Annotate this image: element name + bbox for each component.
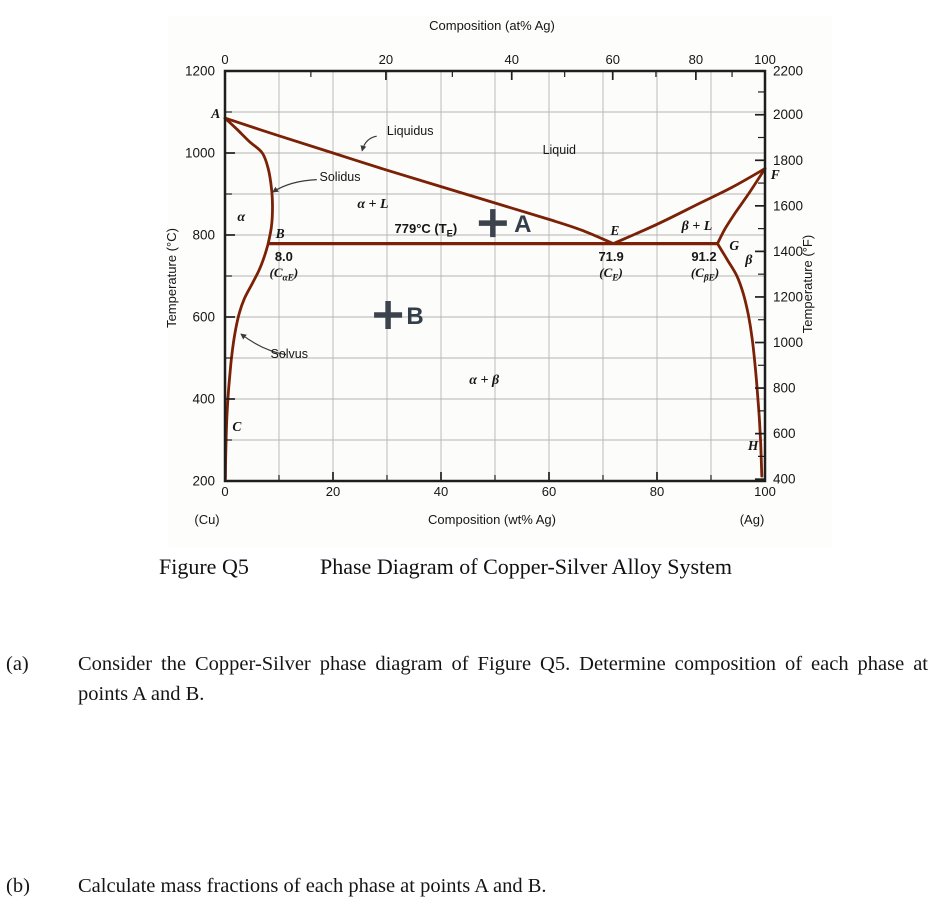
right-axis-title: Temperature (°F) xyxy=(800,234,815,334)
figure-caption-label: Figure Q5 xyxy=(159,554,249,579)
label-βl: β + L xyxy=(681,219,713,235)
label-h: H xyxy=(747,437,759,453)
y-tick-label-right: 400 xyxy=(773,471,796,487)
label-α: α xyxy=(237,210,246,226)
label-c: C xyxy=(232,418,242,434)
label-719: 71.9 xyxy=(598,248,624,264)
label-c: $(C_{\beta E})$ xyxy=(690,264,720,284)
bottom-right-end-label: (Ag) xyxy=(739,512,765,527)
label-g: G xyxy=(729,237,740,253)
y-tick-label-right: 2000 xyxy=(773,107,804,123)
y-tick-label-left: 200 xyxy=(192,473,215,489)
y-tick-label-right: 1200 xyxy=(773,289,804,305)
left-axis-title: Temperature (°C) xyxy=(164,228,179,328)
label-αβ: α + β xyxy=(469,372,500,388)
y-tick-label-left: 400 xyxy=(192,391,215,407)
label-779ct: 779°C $(T_E)$ xyxy=(394,220,458,239)
y-tick-label-right: 600 xyxy=(773,426,796,442)
figure-caption-text: Phase Diagram of Copper-Silver Alloy System xyxy=(320,554,733,579)
y-tick-label-right: 800 xyxy=(773,380,796,396)
label-e: E xyxy=(610,223,620,238)
marker-letter-B: B xyxy=(406,302,424,330)
label-solidus: Solidus xyxy=(319,169,361,184)
question-a-label: (a) xyxy=(6,653,29,675)
x-tick-label-top: 20 xyxy=(378,52,394,67)
label-c: $(C_E)$ xyxy=(599,264,623,284)
label-f: F xyxy=(770,166,780,182)
question-b-label: (b) xyxy=(6,875,30,897)
y-tick-label-right: 1600 xyxy=(773,198,804,214)
question-a-text: Consider the Copper-Silver phase diagram of Figure Q5. Determine composition of each phase at points A and B. xyxy=(78,653,928,705)
label-liquid: Liquid xyxy=(542,142,576,157)
phase-diagram-svg xyxy=(40,16,933,551)
question-b-text: Calculate mass fractions of each phase at points A and B. xyxy=(78,875,547,897)
y-tick-label-left: 1000 xyxy=(184,145,215,161)
y-tick-label-left: 800 xyxy=(192,227,215,243)
bottom-left-end-label: (Cu) xyxy=(194,512,220,527)
label-912: 91.2 xyxy=(691,248,717,264)
x-tick-label-top: 60 xyxy=(605,52,620,67)
x-tick-label-top: 0 xyxy=(221,52,229,67)
label-solvus: Solvus xyxy=(270,347,309,361)
label-β: β xyxy=(745,253,753,269)
label-b: B xyxy=(275,225,285,241)
question-b xyxy=(6,871,928,901)
y-tick-label-right: 1000 xyxy=(773,335,804,351)
x-tick-label-top: 40 xyxy=(504,52,519,67)
label-c: $(C_{\alpha E})$ xyxy=(269,264,299,284)
top-axis-title: Composition (at% Ag) xyxy=(429,18,555,33)
x-tick-label-bottom: 40 xyxy=(433,484,449,499)
y-tick-label-right: 1400 xyxy=(773,243,804,259)
label-80: 8.0 xyxy=(274,248,293,264)
x-tick-label-top: 100 xyxy=(754,52,776,67)
x-tick-label-bottom: 60 xyxy=(541,484,557,499)
x-tick-label-bottom: 100 xyxy=(754,484,776,499)
label-liquidus: Liquidus xyxy=(386,123,434,138)
y-tick-label-right: 2200 xyxy=(773,63,804,79)
x-tick-label-top: 80 xyxy=(688,52,704,67)
x-tick-label-bottom: 0 xyxy=(221,484,229,499)
y-tick-label-right: 1800 xyxy=(773,152,804,168)
x-tick-label-bottom: 80 xyxy=(649,484,665,499)
label-αl: α + L xyxy=(357,196,389,212)
y-tick-label-left: 1200 xyxy=(184,63,215,79)
figure-caption xyxy=(159,552,732,582)
x-tick-label-bottom: 20 xyxy=(325,484,341,499)
label-a: A xyxy=(211,106,221,122)
bottom-axis-title: Composition (wt% Ag) xyxy=(428,512,556,527)
y-tick-label-left: 600 xyxy=(192,309,215,325)
question-a xyxy=(6,649,928,709)
marker-letter-A: A xyxy=(514,211,532,239)
phase-diagram-figure xyxy=(40,16,933,551)
